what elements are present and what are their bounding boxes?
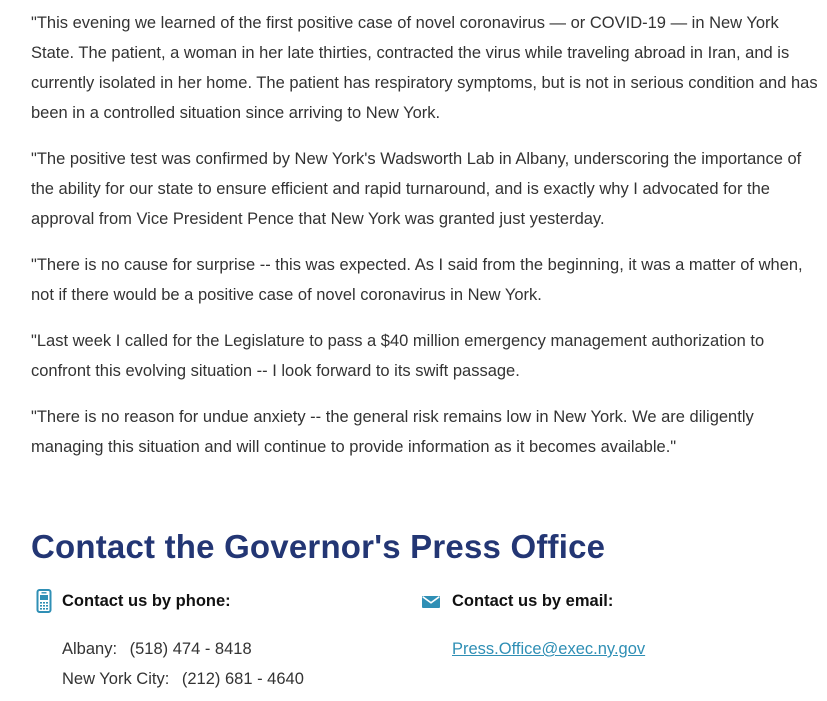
phone-entry-albany [62,634,394,664]
phone-entry-nyc [62,664,394,694]
press-office-email-link[interactable]: Press.Office@exec.ny.gov [452,640,646,658]
phone-label: Albany: [62,640,118,658]
paragraph: "Last week I called for the Legislature to pass a $40 million emergency management authorization to confront this evolving situation -- I look forward to its swift passage. [31,332,765,380]
phone-contact-column [34,588,394,694]
email-contact-title: Contact us by email: [452,591,614,610]
phone-label: New York City: [62,670,170,688]
paragraph: "There is no cause for surprise -- this was expected. As I said from the beginning, it was a matter of when, not if there would be a positive case of novel coronavirus in New York. [31,256,803,304]
email-contact-column [421,588,801,664]
phone-number: (212) 681 - 4640 [181,670,304,688]
phone-number: (518) 474 - 8418 [129,640,252,658]
press-release-body [31,8,821,478]
paragraph: "There is no reason for undue anxiety -- the general risk remains low in New York. We are diligently managing this situation and will continue to provide information as it becomes available." [31,408,754,456]
envelope-icon [421,589,441,613]
mobile-phone-icon [34,589,54,613]
paragraph: "This evening we learned of the first positive case of novel coronavirus — or COVID-19 — in New York State. The patient, a woman in her late thirties, contracted the virus while traveling abroad in Iran, and is currently isolated in her home. The patient has respiratory symptoms, but is not in serious condition and has been in a controlled situation since arriving to New York. [31,14,818,122]
contact-section-heading: Contact the Governor's Press Office [31,528,606,565]
phone-contact-title: Contact us by phone: [62,591,231,610]
paragraph: "The positive test was confirmed by New York's Wadsworth Lab in Albany, underscoring the importance of the ability for our state to ensure efficient and rapid turnaround, and is exactly why I advocated for the approval from Vice President Pence that New York was granted just yesterday. [31,150,802,228]
